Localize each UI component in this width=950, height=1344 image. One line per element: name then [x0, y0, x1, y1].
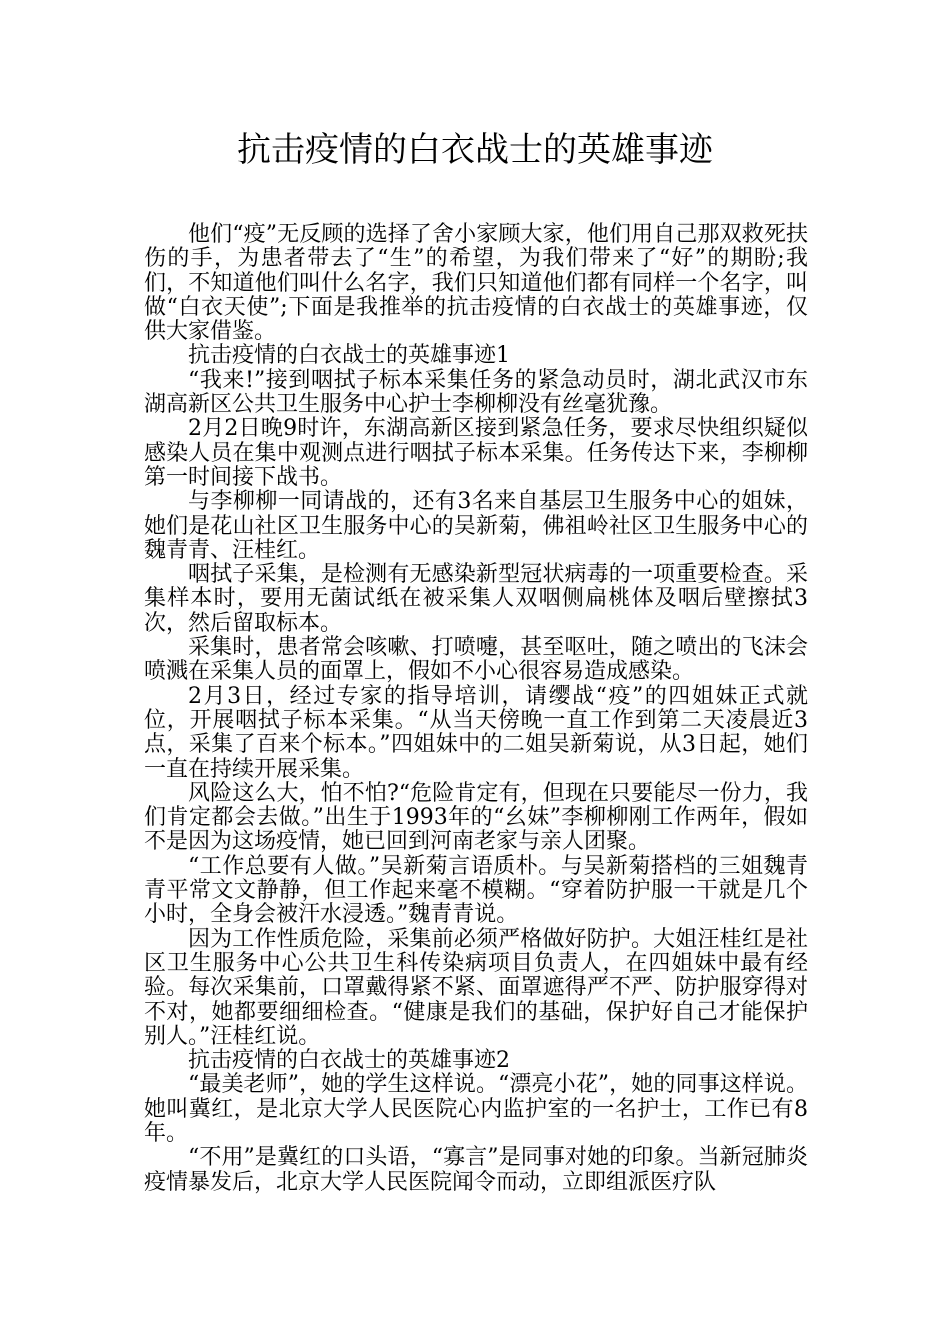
paragraph: 与李柳柳一同请战的，还有3名来自基层卫生服务中心的姐妹，她们是花山社区卫生服务中心的吴新菊，佛祖岭社区卫生服务中心的魏青青、汪桂红。 — [144, 489, 808, 563]
paragraph: 2月3日，经过专家的指导培训，请缨战“疫”的四姐妹正式就位，开展咽拭子标本采集。“从当天傍晚一直工作到第二天凌晨近3点，采集了百来个标本。”四姐妹中的二姐吴新菊说，从3日起，她们一直在持续开展采集。 — [144, 683, 808, 782]
paragraph: 咽拭子采集，是检测有无感染新型冠状病毒的一项重要检查。采集样本时，要用无菌试纸在被采集人双咽侧扁桃体及咽后壁擦拭3次，然后留取标本。 — [144, 562, 808, 636]
paragraph: 2月2日晚9时许，东湖高新区接到紧急任务，要求尽快组织疑似感染人员在集中观测点进行咽拭子标本采集。任务传达下来，李柳柳第一时间接下战书。 — [144, 416, 808, 490]
paragraph: “不用”是冀红的口头语，“寡言”是同事对她的印象。当新冠肺炎疫情暴发后，北京大学人民医院闻令而动，立即组派医疗队 — [144, 1145, 808, 1195]
document-title: 抗击疫情的白衣战士的英雄事迹 — [237, 130, 713, 170]
paragraph: “我来!”接到咽拭子标本采集任务的紧急动员时，湖北武汉市东湖高新区公共卫生服务中心护士李柳柳没有丝毫犹豫。 — [144, 367, 808, 418]
paragraph: “最美老师”，她的学生这样说。“漂亮小花”，她的同事这样说。她叫冀红，是北京大学人民医院心内监护室的一名护士，工作已有8年。 — [144, 1072, 808, 1146]
paragraph: “工作总要有人做。”吴新菊言语质朴。与吴新菊搭档的三姐魏青青平常文文静静，但工作起来毫不模糊。“穿着防护服一干就是几个小时，全身会被汗水浸透。”魏青青说。 — [144, 853, 808, 928]
section-heading-2: 抗击疫情的白衣战士的英雄事迹2 — [188, 1048, 510, 1074]
document-body — [144, 223, 808, 1195]
paragraph: 风险这么大，怕不怕?“危险肯定有，但现在只要能尽一份力，我们肯定都会去做。”出生于1993年的“幺妹”李柳柳刚工作两年，假如不是因为这场疫情，她已回到河南老家与亲人团聚。 — [144, 780, 808, 855]
paragraph-intro: 他们“疫”无反顾的选择了舍小家顾大家，他们用自己那双救死扶伤的手，为患者带去了“生”的希望，为我们带来了“好”的期盼;我们，不知道他们叫什么名字，我们只知道他们都有同样一个名字，叫做“白衣天使”;下面是我推举的抗击疫情的白衣战士的英雄事迹，仅供大家借鉴。 — [144, 222, 808, 345]
paragraph: 采集时，患者常会咳嗽、打喷嚏，甚至呕吐，随之喷出的飞沫会喷溅在采集人员的面罩上，假如不小心很容易造成感染。 — [144, 635, 808, 685]
paragraph: 因为工作性质危险，采集前必须严格做好防护。大姐汪桂红是社区卫生服务中心公共卫生科传染病项目负责人，在四姐妹中最有经验。每次采集前，口罩戴得紧不紧、面罩遮得严不严、防护服穿得对不对，她都要细细检查。“健康是我们的基础，保护好自己才能保护别人。”汪桂红说。 — [144, 926, 808, 1049]
section-heading-1: 抗击疫情的白衣战士的英雄事迹1 — [188, 343, 510, 369]
